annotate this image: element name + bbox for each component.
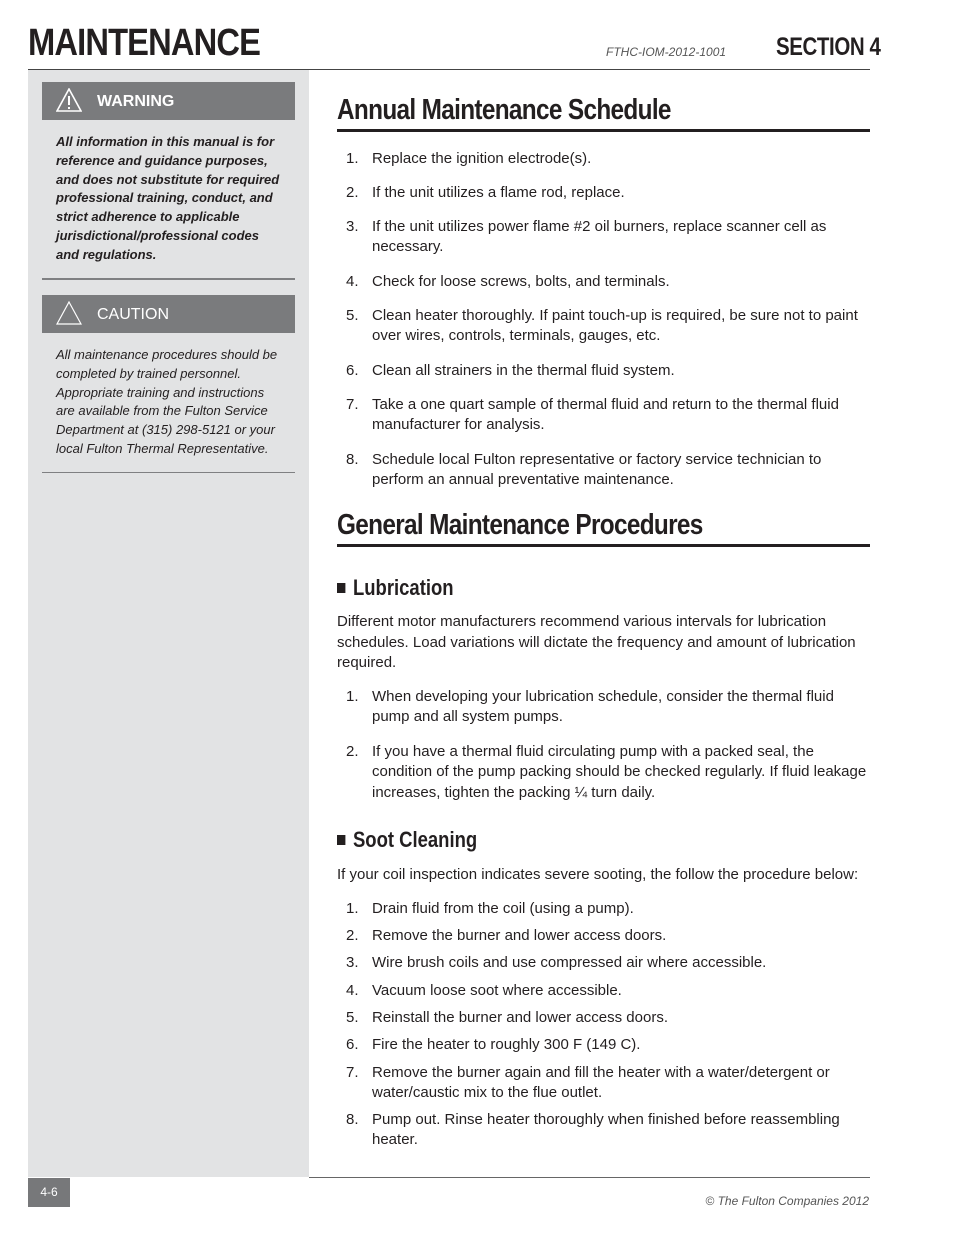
footer-rule xyxy=(309,1177,870,1178)
list-text: Drain fluid from the coil (using a pump). xyxy=(372,900,634,917)
list-text: Pump out. Rinse heater thoroughly when finished before reassembling heater. xyxy=(372,1111,840,1149)
list-number: 2. xyxy=(346,927,359,944)
section-label: SECTION 4 xyxy=(776,33,881,61)
lubrication-heading xyxy=(337,575,454,601)
square-bullet-icon xyxy=(337,583,345,593)
sidebar-divider xyxy=(42,278,295,280)
list-number: 7. xyxy=(346,396,359,413)
list-number: 6. xyxy=(346,362,359,379)
lubrication-intro: Different motor manufacturers recommend various intervals for lubrication schedules. Load variations will dictate the frequency and amount of lubrication required. xyxy=(337,613,856,671)
warning-text: All information in this manual is for reference and guidance purposes, and does not substitute for required professional training, conduct, and strict adherence to applicable jurisdictional/professional codes and regulations. xyxy=(56,134,280,262)
list-text: If the unit utilizes a flame rod, replace. xyxy=(372,184,625,201)
annual-maintenance-heading: Annual Maintenance Schedule xyxy=(337,94,671,126)
list-number: 5. xyxy=(346,307,359,324)
list-number: 1. xyxy=(346,900,359,917)
caution-triangle-icon xyxy=(56,301,82,325)
list-text: Remove the burner and lower access doors. xyxy=(372,927,667,944)
list-text: When developing your lubrication schedule, consider the thermal fluid pump and all system pumps. xyxy=(372,688,834,726)
caution-text: All maintenance procedures should be completed by trained personnel. Appropriate training and instructions are available from the Fulton Service Department at (315) 298-5121 or your local Fulton Thermal Representative. xyxy=(56,347,278,456)
list-number: 4. xyxy=(346,982,359,999)
list-text: Schedule local Fulton representative or factory service technician to perform an annual preventative maintenance. xyxy=(372,451,822,489)
soot-cleaning-heading-text: Soot Cleaning xyxy=(352,827,478,852)
list-number: 5. xyxy=(346,1009,359,1026)
list-number: 4. xyxy=(346,273,359,290)
copyright: © The Fulton Companies 2012 xyxy=(705,1194,869,1208)
list-text: Check for loose screws, bolts, and terminals. xyxy=(372,273,670,290)
list-text: Reinstall the burner and lower access doors. xyxy=(372,1009,668,1026)
soot-cleaning-intro: If your coil inspection indicates severe sooting, the follow the procedure below: xyxy=(337,866,859,883)
page-title: MAINTENANCE xyxy=(28,22,261,64)
warning-triangle-icon xyxy=(56,88,82,112)
document-id: FTHC-IOM-2012-1001 xyxy=(606,45,727,59)
list-number: 3. xyxy=(346,954,359,971)
list-text: Clean heater thoroughly. If paint touch-up is required, be sure not to paint over wires, controls, terminals, gauges, etc. xyxy=(372,307,858,345)
list-number: 2. xyxy=(346,743,359,760)
warning-label: WARNING xyxy=(97,93,175,110)
list-text: Remove the burner again and fill the heater with a water/detergent or water/caustic mix to the flue outlet. xyxy=(372,1064,830,1102)
list-number: 1. xyxy=(346,688,359,705)
list-text: If the unit utilizes power flame #2 oil burners, replace scanner cell as necessary. xyxy=(372,218,827,256)
list-text: Clean all strainers in the thermal fluid system. xyxy=(372,362,675,379)
page-number: 4-6 xyxy=(28,1178,70,1207)
caution-banner xyxy=(42,295,295,333)
list-number: 6. xyxy=(346,1036,359,1053)
list-text: If you have a thermal fluid circulating pump with a packed seal, the condition of the pump packing should be checked regularly. If fluid leakage increases, tighten the packing ¼ turn daily. xyxy=(372,743,867,801)
soot-cleaning-heading xyxy=(337,827,477,853)
list-text: Vacuum loose soot where accessible. xyxy=(372,982,622,999)
heading-rule xyxy=(337,544,870,547)
lubrication-heading-text: Lubrication xyxy=(352,575,454,600)
list-text: Wire brush coils and use compressed air where accessible. xyxy=(372,954,767,971)
square-bullet-icon xyxy=(337,835,345,845)
warning-banner xyxy=(42,82,295,120)
heading-rule xyxy=(337,129,870,132)
caution-label: CAUTION xyxy=(97,306,169,323)
list-number: 7. xyxy=(346,1064,359,1081)
general-maintenance-heading: General Maintenance Procedures xyxy=(337,509,703,541)
list-text: Take a one quart sample of thermal fluid and return to the thermal fluid manufacturer for analysis. xyxy=(372,396,839,434)
list-number: 2. xyxy=(346,184,359,201)
list-number: 8. xyxy=(346,1111,359,1128)
sidebar-divider xyxy=(42,472,295,473)
list-number: 3. xyxy=(346,218,359,235)
list-text: Fire the heater to roughly 300 F (149 C). xyxy=(372,1036,641,1053)
list-number: 8. xyxy=(346,451,359,468)
list-text: Replace the ignition electrode(s). xyxy=(372,150,592,167)
list-number: 1. xyxy=(346,150,359,167)
